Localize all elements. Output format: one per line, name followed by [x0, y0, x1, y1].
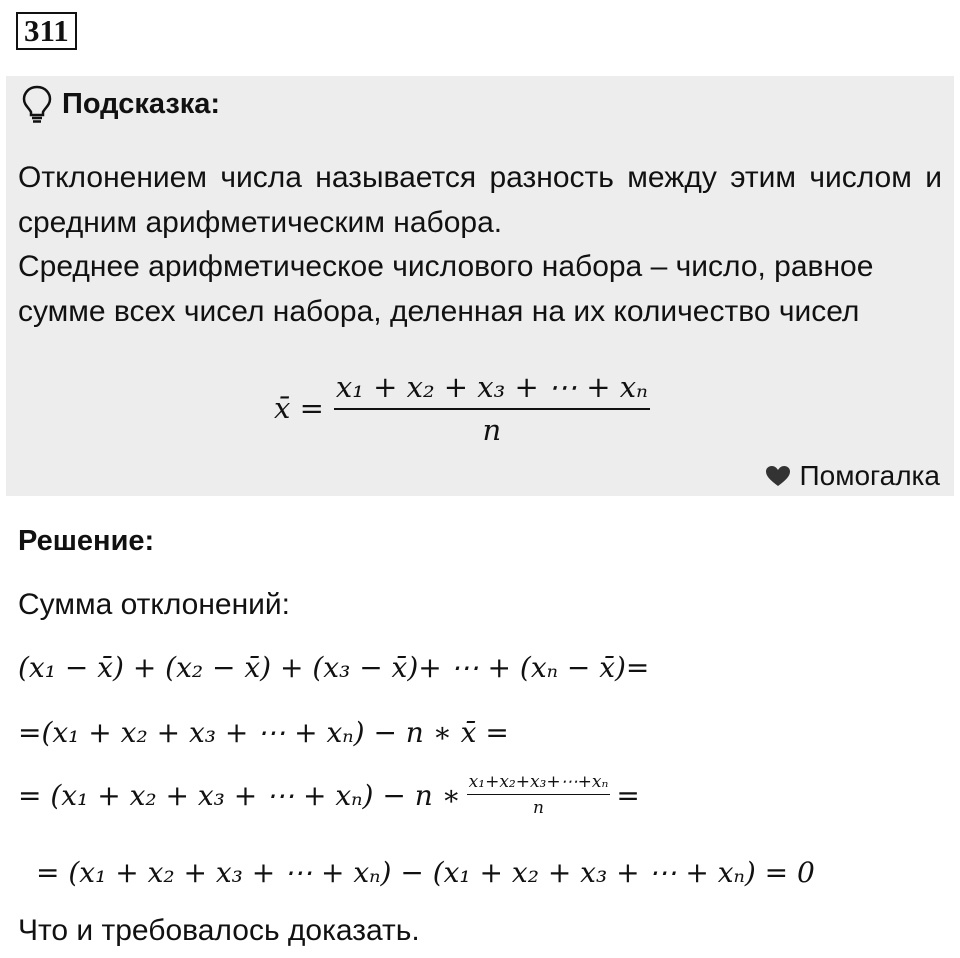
solution-intro: Сумма отклонений:	[18, 588, 291, 621]
hint-box	[6, 76, 954, 496]
equation-line-3	[18, 772, 640, 818]
hint-title: Подсказка:	[62, 87, 221, 120]
brand-label	[764, 458, 940, 494]
equation-line-4: = (x₁ + x₂ + x₃ + ⋯ + xₙ) − (x₁ + x₂ + x₃ + ⋯ + xₙ) = 0	[36, 856, 815, 889]
solution-title: Решение:	[18, 525, 155, 557]
task-number: 311	[16, 12, 77, 50]
equation-line-2: =(x₁ + x₂ + x₃ + ⋯ + xₙ) − n ∗ x̄ =	[18, 716, 509, 749]
equation-line-3-denominator: n	[533, 798, 544, 818]
solution-conclusion: Что и требовалось доказать.	[18, 914, 420, 947]
brand-name: Помогалка	[799, 460, 940, 491]
equation-line-3-prefix: = (x₁ + x₂ + x₃ + ⋯ + xₙ) − n ∗	[18, 778, 461, 812]
equation-line-3-suffix: =	[616, 778, 640, 812]
equation-line-1: (x₁ − x̄) + (x₂ − x̄) + (x₃ − x̄)+ ⋯ + (xₙ − x̄)=	[18, 651, 650, 684]
equation-line-3-numerator: x₁+x₂+x₃+⋯+xₙ	[467, 772, 611, 795]
mean-formula-fraction	[334, 370, 650, 447]
mean-formula-denominator: n	[482, 412, 502, 447]
hint-paragraph-mean: Среднее арифметическое числового набора – число, равное сумме всех чисел набора, деленная на их количество чисел	[18, 250, 874, 328]
heart-icon	[764, 464, 792, 488]
mean-formula-numerator: x₁ + x₂ + x₃ + ⋯ + xₙ	[334, 370, 650, 410]
hint-text	[18, 156, 942, 334]
hint-header	[20, 86, 220, 122]
hint-paragraph-deviation: Отклонением числа называется разность между этим числом и средним арифметическим набора.	[18, 161, 942, 239]
mean-formula	[274, 368, 650, 448]
equation-line-3-fraction	[467, 772, 611, 818]
lightbulb-icon	[20, 84, 54, 124]
mean-formula-lhs: x̄ =	[274, 391, 324, 425]
